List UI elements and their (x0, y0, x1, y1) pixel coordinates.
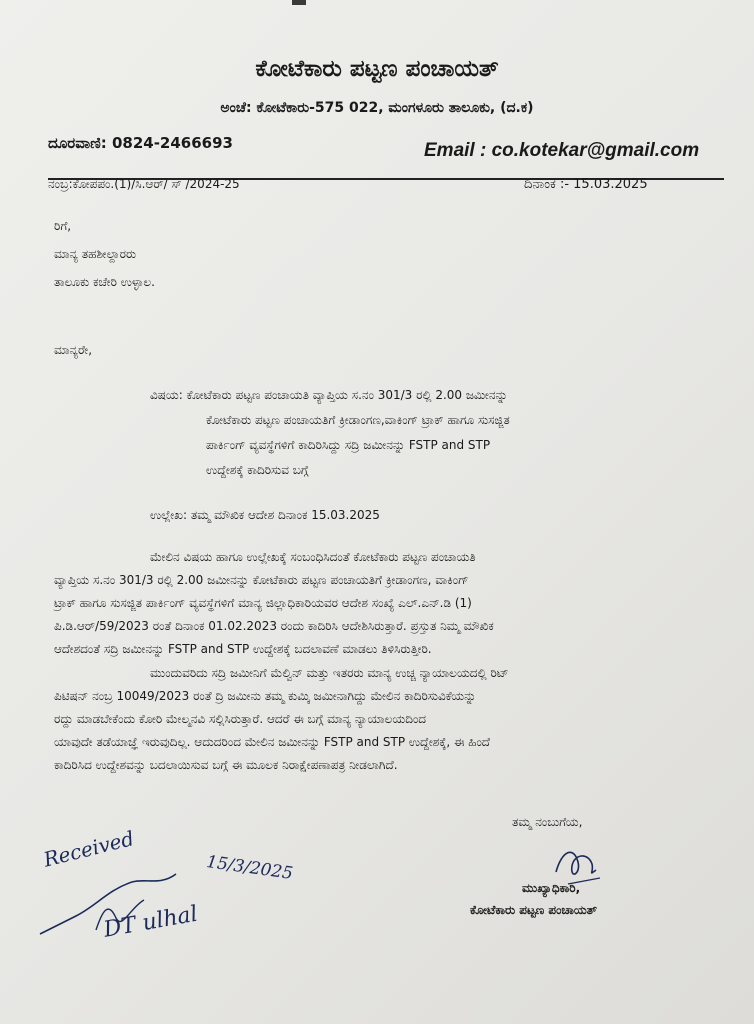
closing-regards: ತಮ್ಮ ನಂಬುಗೆಯ, (512, 815, 583, 829)
receipt-signature (36, 860, 206, 940)
subject-line-3: ಪಾರ್ಕಿಂಗ್ ವ್ಯವಸ್ಥೆಗಳಿಗೆ ಕಾದಿರಿಸಿದ್ದು ಸದ್ರಿ ಜಮೀನನ್ನು FSTP and STP (206, 438, 491, 452)
office-phone: ದೂರವಾಣಿ: 0824-2466693 (48, 134, 233, 152)
recipient-office: ತಾಲೂಕು ಕಚೇರಿ ಉಳ್ಳಾಲ. (54, 275, 155, 289)
recipient-to: ರಿಗೆ, (54, 219, 72, 233)
office-address: ಅಂಚೆ: ಕೋಟೆಕಾರು-575 022, ಮಂಗಳೂರು ತಾಲೂಕು, (ದ.ಕ) (220, 100, 534, 116)
body-paragraph-1-line-1: ಮೇಲಿನ ವಿಷಯ ಹಾಗೂ ಉಲ್ಲೇಖಕ್ಕೆ ಸಂಬಂಧಿಸಿದಂತೆ ಕೋಟೆಕಾರು ಪಟ್ಟಣ ಪಂಚಾಯತಿ (150, 550, 476, 564)
body-paragraph-1-line-3: ಟ್ರಾಕ್ ಹಾಗೂ ಸುಸಜ್ಜಿತ ಪಾರ್ಕಿಂಗ್ ವ್ಯವಸ್ಥೆಗಳಿಗೆ ಮಾನ್ಯ ಜಿಲ್ಲಾಧಿಕಾರಿಯವರ ಆದೇಶ ಸಂಖ್ಯೆ ಎಲ್.ಎನ್.ಡಿ (1) (54, 596, 472, 610)
body-paragraph-2-line-3: ರದ್ದು ಮಾಡಬೇಕೆಂದು ಕೋರಿ ಮೇಲ್ಮನವಿ ಸಲ್ಲಿಸಿರುತ್ತಾರೆ. ಆದರೆ ಈ ಬಗ್ಗೆ ಮಾನ್ಯ ನ್ಯಾಯಾಲಯದಿಂದ (54, 712, 427, 726)
reference-line: ಉಲ್ಲೇಖ: ತಮ್ಮ ಮೌಖಿಕ ಆದೇಶ ದಿನಾಂಕ 15.03.2025 (150, 508, 380, 522)
closing-office: ಕೋಟೆಕಾರು ಪಟ್ಟಣ ಪಂಚಾಯತ್ (470, 903, 597, 917)
body-paragraph-2-line-4: ಯಾವುದೇ ತಡೆಯಾಜ್ಞೆ ಇರುವುದಿಲ್ಲ. ಆದುದರಿಂದ ಮೇಲಿನ ಜಮೀನನ್ನು FSTP and STP ಉದ್ದೇಶಕ್ಕೆ, ಈ ಹಿಂದೆ (54, 735, 491, 749)
subject-line-2: ಕೋಟೆಕಾರು ಪಟ್ಟಣ ಪಂಚಾಯತಿಗೆ ಕ್ರೀಡಾಂಗಣ,ವಾಕಿಂಗ್ ಟ್ರಾಕ್ ಹಾಗೂ ಸುಸಜ್ಜಿತ (206, 413, 510, 427)
received-annotation: Received (41, 826, 137, 872)
subject-line-4: ಉದ್ದೇಶಕ್ಕೆ ಕಾದಿರಿಸುವ ಬಗ್ಗೆ (206, 463, 309, 477)
salutation: ಮಾನ್ಯರೇ, (54, 343, 93, 357)
body-paragraph-1-line-5: ಆದೇಶದಂತೆ ಸದ್ರಿ ಜಮೀನನ್ನು FSTP and STP ಉದ್ದೇಶಕ್ಕೆ ಬದಲಾವಣೆ ಮಾಡಲು ತಿಳಿಸಿರುತ್ತೀರಿ. (54, 642, 432, 656)
office-email: Email : co.kotekar@gmail.com (424, 140, 700, 161)
body-paragraph-1-line-4: ಪಿ.ಡಿ.ಆರ್/59/2023 ರಂತೆ ದಿನಾಂಕ 01.02.2023 ರಂದು ಕಾದಿರಿಸಿ ಆದೇಶಿಸಿರುತ್ತಾರೆ. ಪ್ರಸ್ತುತ ನಿಮ್ಮ ಮೌಖಿಕ (54, 619, 494, 633)
body-paragraph-2-line-2: ಪಿಟಿಷನ್ ನಂಬ್ರ 10049/2023 ರಂತೆ ದ್ರಿ ಜಮೀನು ತಮ್ಮ ಕುಮ್ಕಿ ಜಮೀನಾಗಿದ್ದು ಮೇಲಿನ ಕಾದಿರಿಸುವಿಕೆಯನ್ನು (54, 689, 477, 703)
recipient-name: ಮಾನ್ಯ ತಹಶೀಲ್ದಾರರು (54, 247, 137, 261)
letter-date: ದಿನಾಂಕ :- 15.03.2025 (524, 177, 648, 192)
body-paragraph-1-line-2: ವ್ಯಾಪ್ತಿಯ ಸ.ನಂ 301/3 ರಲ್ಲಿ 2.00 ಜಮೀನನ್ನು ಕೋಟೆಕಾರು ಪಟ್ಟಣ ಪಂಚಾಯತಿಗೆ ಕ್ರೀಡಾಂಗಣ, ವಾಕಿಂಗ್ (54, 573, 469, 587)
page-edge-mark (292, 0, 306, 5)
subject-line-1: ವಿಷಯ: ಕೋಟೆಕಾರು ಪಟ್ಟಣ ಪಂಚಾಯತಿ ವ್ಯಾಪ್ತಿಯ ಸ.ನಂ 301/3 ರಲ್ಲಿ 2.00 ಜಮೀನನ್ನು (150, 388, 508, 402)
received-date-annotation: 15/3/2025 (205, 852, 295, 884)
reference-number: ನಂಬ್ರ:ಕೋಪಪಂ.(1)/ಸಿ.ಆರ್/ ಸ್ /2024-25 (48, 177, 240, 191)
body-paragraph-2-line-1: ಮುಂದುವರಿದು ಸದ್ರಿ ಜಮೀನಿಗೆ ಮೆಲ್ವಿನ್ ಮತ್ತು ಇತರರು ಮಾನ್ಯ ಉಚ್ಚ ನ್ಯಾಯಾಲಯದಲ್ಲಿ ರಿಟ್ (150, 666, 509, 680)
closing-designation: ಮುಖ್ಯಾಧಿಕಾರಿ, (522, 881, 581, 895)
body-paragraph-2-line-5: ಕಾದಿರಿಸಿದ ಉದ್ದೇಶವನ್ನು ಬದಲಾಯಿಸುವ ಬಗ್ಗೆ ಈ ಮೂಲಕ ನಿರಾಕ್ಷೇಪಣಾಪತ್ರ ನೀಡಲಾಗಿದೆ. (54, 758, 398, 772)
office-title: ಕೋಟೆಕಾರು ಪಟ್ಟಣ ಪಂಚಾಯತ್ (255, 56, 499, 82)
dt-ullal-annotation: DT ulhal (101, 901, 200, 943)
